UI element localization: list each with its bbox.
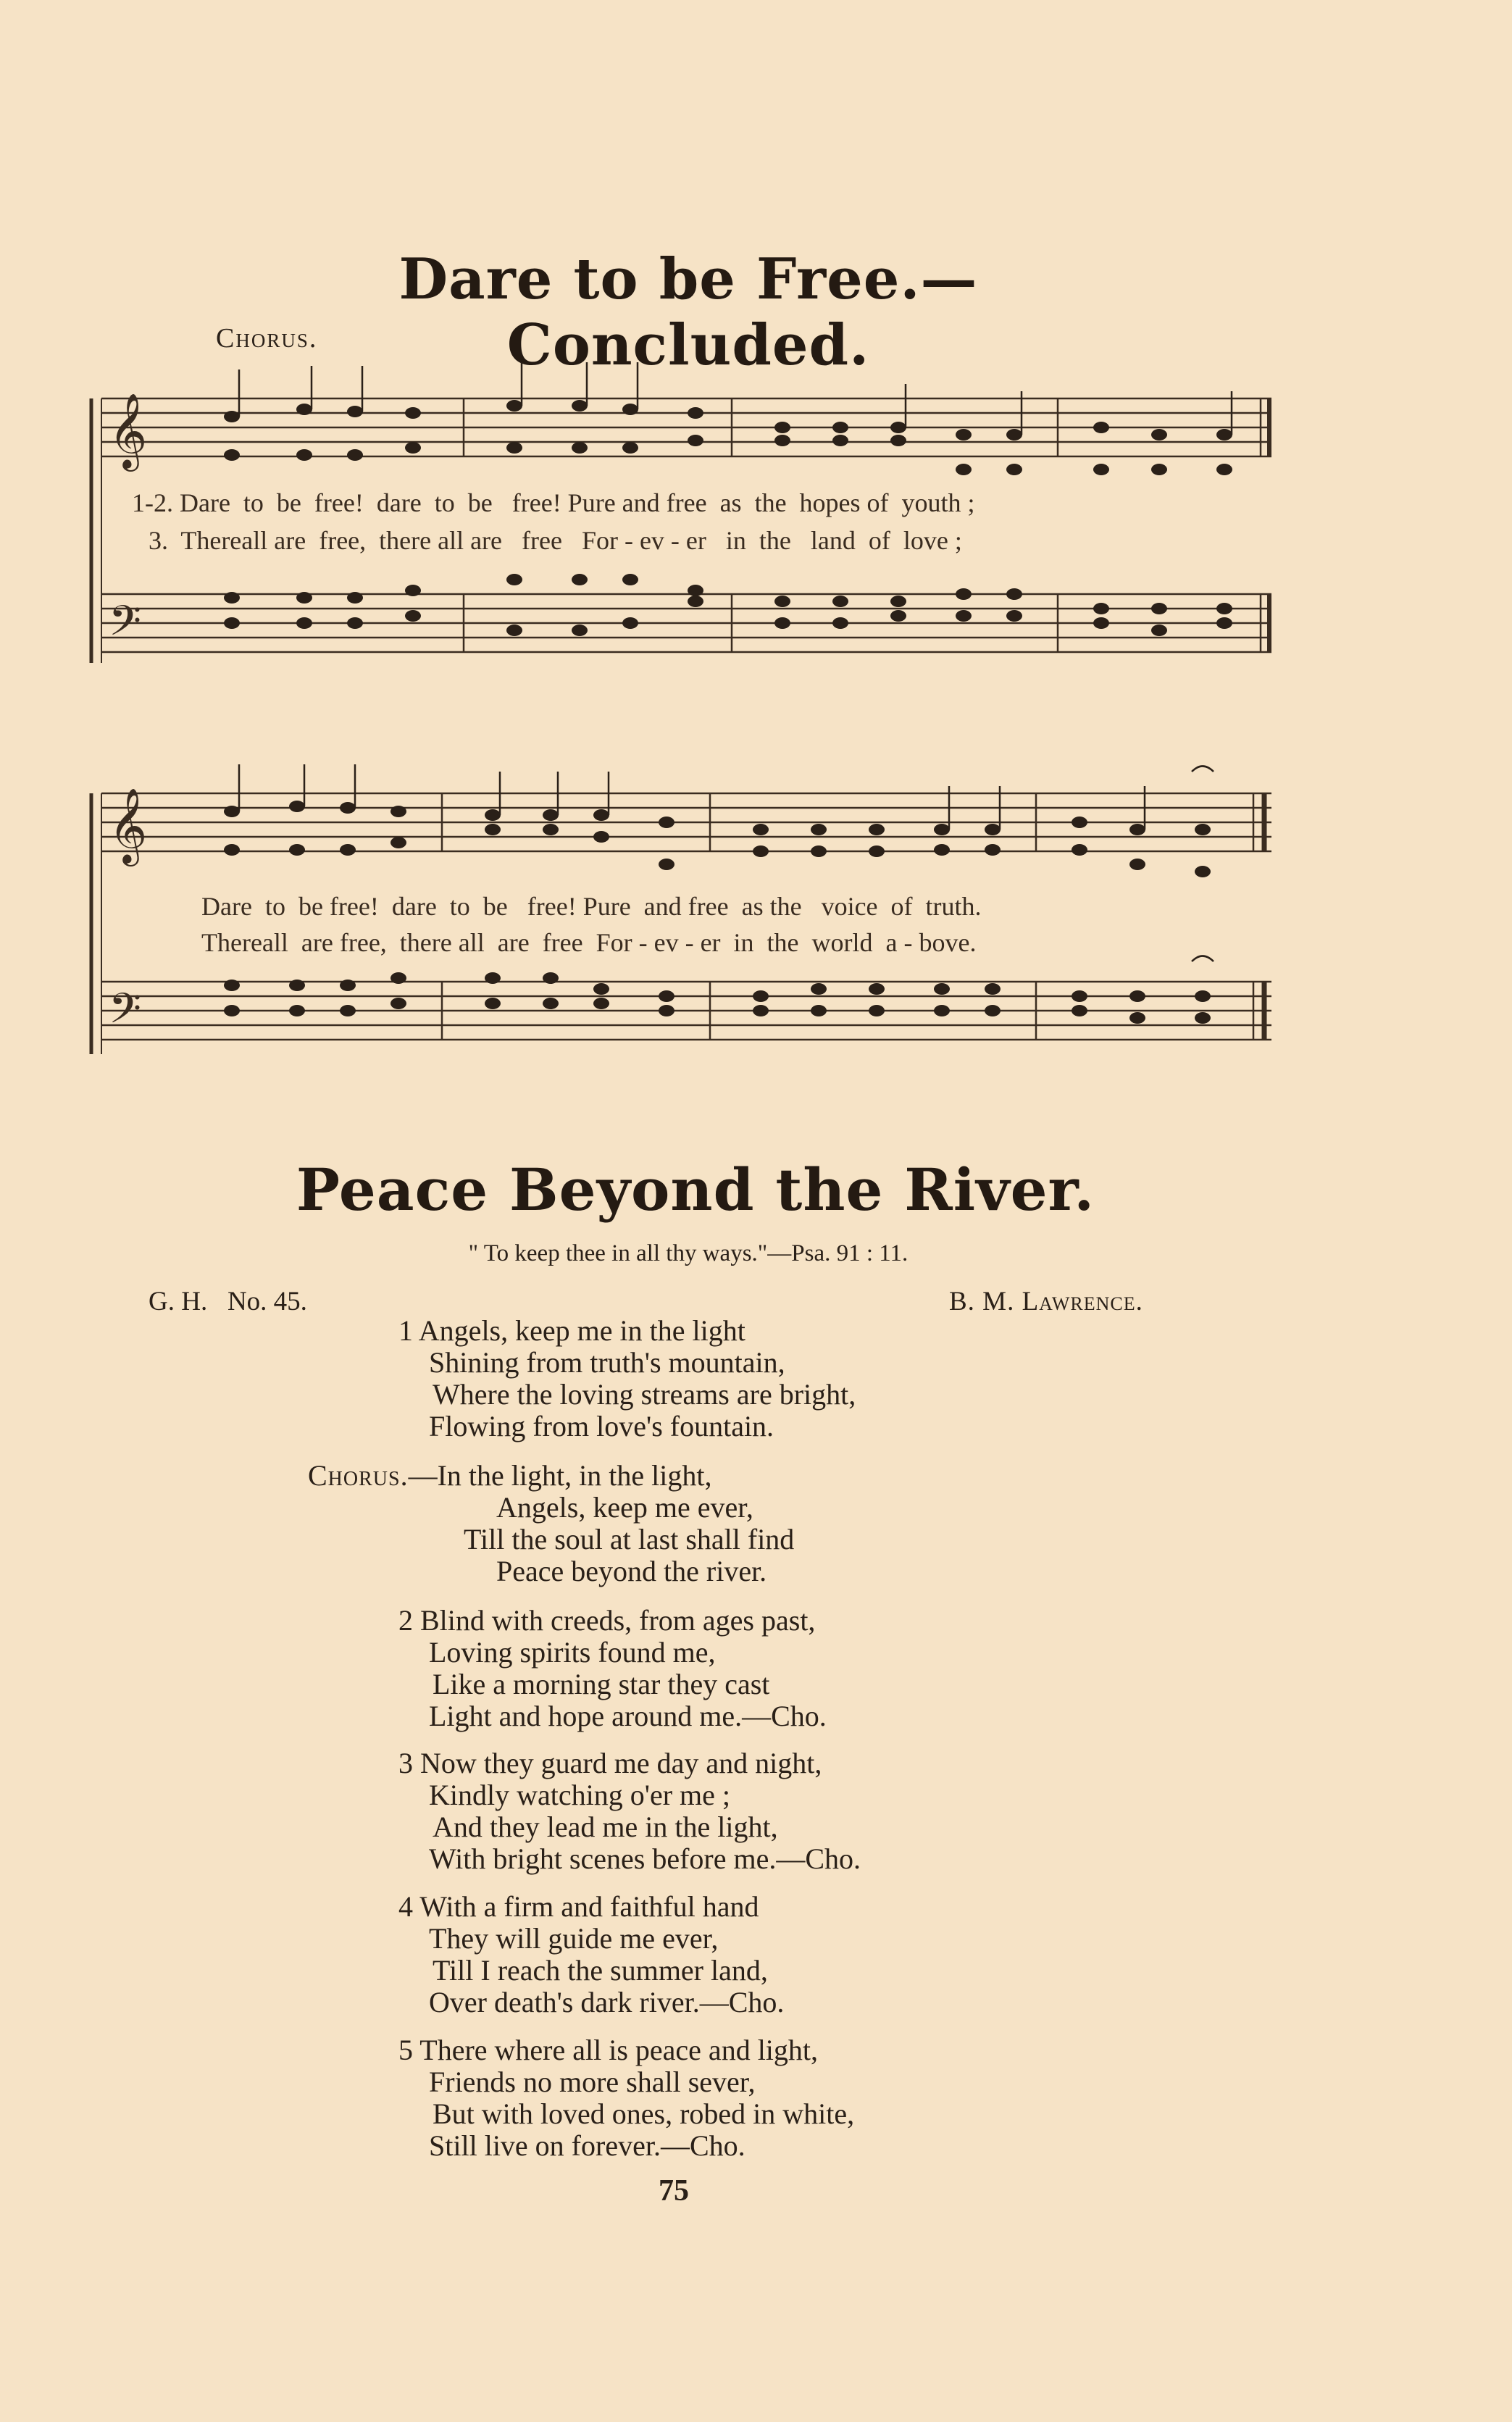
- section-label: Chorus.: [216, 323, 318, 354]
- svg-text:𝄞: 𝄞: [109, 788, 148, 864]
- stanza-number: 4: [398, 1890, 413, 1923]
- stanza-2: [398, 1605, 827, 1732]
- stanza-line: Blind with creeds, from ages past,: [420, 1604, 816, 1637]
- stanza-line: But with loved ones, robed in white,: [433, 2097, 855, 2130]
- stanza-1: [398, 1315, 856, 1442]
- stanza-line: With a firm and faithful hand: [419, 1890, 759, 1923]
- system1-lyrics-line1: 1-2. Dare to be free! dare to be free! Pure and free as the hopes of youth ;: [132, 488, 975, 517]
- stanza-line: Loving spirits found me,: [429, 1636, 716, 1669]
- stanza-line: And they lead me in the light,: [433, 1811, 778, 1843]
- stanza-line: Shining from truth's mountain,: [429, 1346, 785, 1379]
- stanza-line: With bright scenes before me.—Cho.: [429, 1842, 861, 1875]
- stanza-line: Still live on forever.—Cho.: [429, 2129, 745, 2162]
- stanza-line: Flowing from love's fountain.: [429, 1410, 774, 1442]
- svg-text:𝄞: 𝄞: [109, 393, 148, 469]
- system2-lyrics-line1: Dare to be free! dare to be free! Pure and free as the voice of truth.: [201, 892, 982, 921]
- stanza-line: Till I reach the summer land,: [433, 1954, 768, 1987]
- chorus-line: —In the light, in the light,: [408, 1459, 712, 1492]
- chorus-label: Chorus.: [308, 1459, 409, 1492]
- stanza-line: Like a morning star they cast: [433, 1668, 770, 1700]
- system1-lyrics-line2: 3. Thereall are free, there all are free For - ev - er in the land of love ;: [149, 526, 962, 555]
- song-title: Dare to be Free.—Concluded.: [398, 246, 978, 378]
- chorus-block: [308, 1460, 794, 1587]
- stanza-line: Where the loving streams are bright,: [433, 1378, 856, 1411]
- stanza-number: 3: [398, 1747, 413, 1779]
- stanza-number: 5: [398, 2034, 413, 2066]
- stanza-4: [398, 1891, 784, 2018]
- page-number: 75: [659, 2174, 689, 2208]
- chorus-line: Peace beyond the river.: [496, 1555, 767, 1587]
- epigraph: " To keep thee in all thy ways."—Psa. 91 : 11.: [468, 1240, 909, 1266]
- stanza-3: [398, 1747, 861, 1875]
- stanza-line: Over death's dark river.—Cho.: [429, 1986, 785, 2018]
- svg-text:𝄢: 𝄢: [109, 596, 142, 656]
- svg-text:𝄢: 𝄢: [109, 984, 142, 1043]
- stanza-line: There where all is peace and light,: [419, 2034, 819, 2066]
- stanza-line: Now they guard me day and night,: [420, 1747, 822, 1779]
- stanza-line: Friends no more shall sever,: [429, 2066, 756, 2098]
- stanza-number: 2: [398, 1604, 413, 1637]
- hymnal-reference: G. H. No. 45.: [149, 1287, 307, 1316]
- song2-title: Peace Beyond the River.: [296, 1156, 1095, 1224]
- stanza-line: Angels, keep me in the light: [418, 1314, 745, 1347]
- stanza-number: 1: [398, 1314, 413, 1347]
- system2-lyrics-line2: Thereall are free, there all are free For - ev - er in the world a - bove.: [201, 928, 977, 957]
- chorus-line: Till the soul at last shall find: [464, 1523, 795, 1555]
- author: B. M. Lawrence.: [949, 1287, 1143, 1316]
- music-system-1: [87, 355, 1282, 681]
- stanza-line: Light and hope around me.—Cho.: [429, 1700, 827, 1732]
- stanza-line: They will guide me ever,: [429, 1922, 719, 1955]
- chorus-line: Angels, keep me ever,: [496, 1491, 753, 1524]
- stanza-5: [398, 2034, 854, 2162]
- stanza-line: Kindly watching o'er me ;: [429, 1779, 730, 1811]
